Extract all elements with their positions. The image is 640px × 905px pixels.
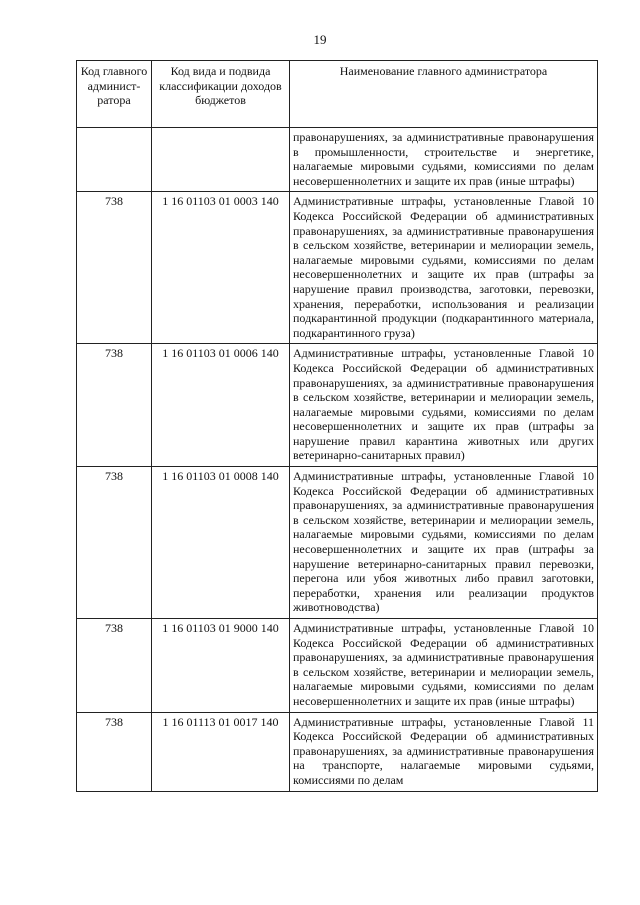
admin-code-cell: 738 [77,619,152,713]
table-row [77,192,598,344]
table-row [77,128,598,192]
table-row [77,467,598,619]
admin-code-cell: 738 [77,467,152,619]
header-admin-code: Код главного админист-ратора [77,61,152,128]
table-row [77,344,598,467]
admin-name-cell: Административные штрафы, установленные Главой 10 Кодекса Российской Федерации об административных правонарушениях, за административные правонарушения в сельском хозяйстве, ветеринарии и мелиорации земель, налагаемые мировыми судьями, комиссиями по делам несовершеннолетних и защите их прав (штрафы за нарушение правил производства, заготовки, перевозки, хранения, переработки, использования и реализации подкарантинной продукции (подкарантинного материала, подкарантинного груза) [290,192,598,344]
admin-code-cell: 738 [77,712,152,791]
admin-code-cell: 738 [77,192,152,344]
page-number: 19 [313,32,327,47]
administrators-table [76,60,598,792]
header-admin-name: Наименование главного администратора [290,61,598,128]
table-header-row [77,61,598,128]
income-code-cell: 1 16 01113 01 0017 140 [152,712,290,791]
income-code-cell: 1 16 01103 01 0008 140 [152,467,290,619]
admin-name-cell: Административные штрафы, установленные Главой 10 Кодекса Российской Федерации об административных правонарушениях, за административные правонарушения в сельском хозяйстве, ветеринарии и мелиорации земель, налагаемые мировыми судьями, комиссиями по делам несовершеннолетних и защите их прав (штрафы за нарушение ветеринарно-санитарных правил перевозки, перегона или убоя животных либо правил заготовки, переработки, хранения или реализации продуктов животноводства) [290,467,598,619]
table-row [77,619,598,713]
header-income-code: Код вида и подвида классификации доходов бюджетов [152,61,290,128]
admin-code-cell [77,128,152,192]
admin-code-cell: 738 [77,344,152,467]
income-code-cell [152,128,290,192]
income-code-cell: 1 16 01103 01 0003 140 [152,192,290,344]
income-code-cell: 1 16 01103 01 9000 140 [152,619,290,713]
table-row [77,712,598,791]
admin-name-cell: Административные штрафы, установленные Главой 10 Кодекса Российской Федерации об административных правонарушениях, за административные правонарушения в сельском хозяйстве, ветеринарии и мелиорации земель, налагаемые мировыми судьями, комиссиями по делам несовершеннолетних и защите их прав (штрафы за нарушение правил карантина животных или других ветеринарно-санитарных правил) [290,344,598,467]
admin-name-cell: Административные штрафы, установленные Главой 10 Кодекса Российской Федерации об административных правонарушениях, за административные правонарушения в сельском хозяйстве, ветеринарии и мелиорации земель, налагаемые мировыми судьями, комиссиями по делам несовершеннолетних и защите их прав (иные штрафы) [290,619,598,713]
income-code-cell: 1 16 01103 01 0006 140 [152,344,290,467]
admin-name-cell: правонарушениях, за административные правонарушения в промышленности, строительстве и энергетике, налагаемые мировыми судьями, комиссиями по делам несовершеннолетних и защите их прав (иные штрафы) [290,128,598,192]
admin-name-cell: Административные штрафы, установленные Главой 11 Кодекса Российской Федерации об административных правонарушениях, за административные правонарушения на транспорте, налагаемые мировыми судьями, комиссиями по делам [290,712,598,791]
